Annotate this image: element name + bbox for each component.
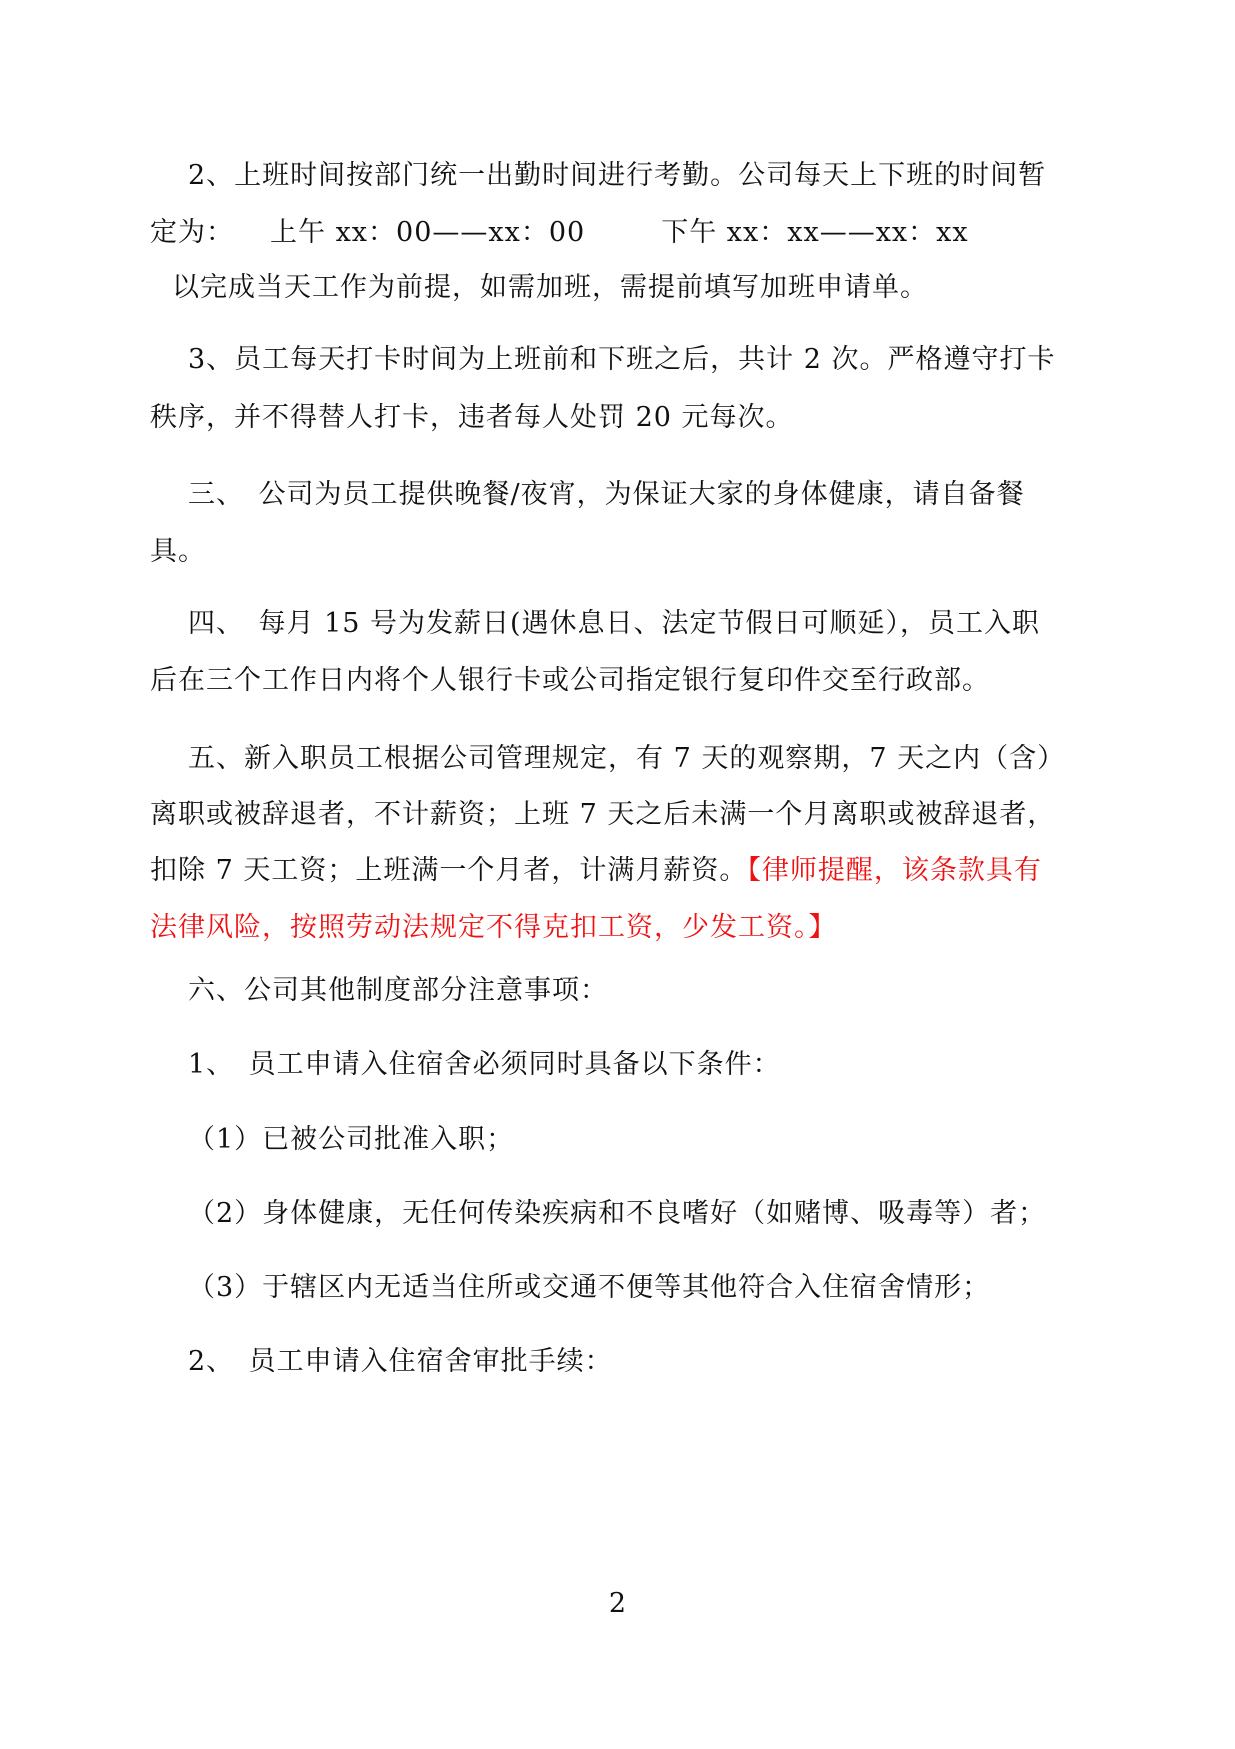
rule-2-line-2 (150, 215, 969, 251)
section-4-line-1: 四、 每月 15 号为发薪日(遇休息日、法定节假日可顺延），员工入职 (188, 608, 1041, 639)
rule-2-line-3: 以完成当天工作为前提，如需加班，需提前填写加班申请单。 (172, 272, 928, 303)
section-5-line-3 (150, 853, 1042, 889)
dorm-condition-3: （3）于辖区内无适当住所或交通不便等其他符合入住宿舍情形； (188, 1272, 991, 1303)
lawyer-note-end: 法律风险，按照劳动法规定不得克扣工资，少发工资。】 (150, 912, 837, 943)
section-3-line-1: 三、 公司为员工提供晚餐/夜宵，为保证大家的身体健康，请自备餐 (188, 479, 1025, 510)
section-6-title: 六、公司其他制度部分注意事项： (188, 975, 608, 1006)
section-3-line-2: 具。 (150, 536, 206, 567)
section-6-item-1: 1、 员工申请入住宿舍必须同时具备以下条件： (188, 1049, 781, 1080)
rule-2-line-1: 2、上班时间按部门统一出勤时间进行考勤。公司每天上下班的时间暂 (188, 160, 1047, 191)
lawyer-note-start: 【律师提醒，该条款具有 (747, 855, 1042, 886)
section-6-item-2: 2、 员工申请入住宿舍审批手续： (188, 1346, 613, 1377)
dorm-condition-2: （2）身体健康，无任何传染疾病和不良嗜好（如赌博、吸毒等）者； (188, 1198, 1047, 1229)
rule-2-schedule-label: 定为： (150, 217, 234, 248)
dorm-condition-1: （1）已被公司批准入职； (188, 1124, 515, 1155)
rule-3-line-1: 3、员工每天打卡时间为上班前和下班之后，共计 2 次。严格遵守打卡 (188, 344, 1056, 375)
morning-hours: 上午 xx：00——xx：00 (270, 217, 586, 248)
page-number: 2 (608, 1588, 627, 1619)
section-5-line-3-text: 扣除 7 天工资；上班满一个月者，计满月薪资。 (150, 855, 748, 886)
afternoon-hours: 下午 xx：xx——xx：xx (661, 217, 969, 248)
section-5-line-1: 五、新入职员工根据公司管理规定，有 7 天的观察期，7 天之内（含） (188, 743, 1066, 774)
section-4-line-2: 后在三个工作日内将个人银行卡或公司指定银行复印件交至行政部。 (150, 665, 990, 696)
section-5-line-2: 离职或被辞退者，不计薪资；上班 7 天之后未满一个月离职或被辞退者， (150, 799, 1056, 830)
rule-3-line-2: 秩序，并不得替人打卡，违者每人处罚 20 元每次。 (150, 402, 794, 433)
